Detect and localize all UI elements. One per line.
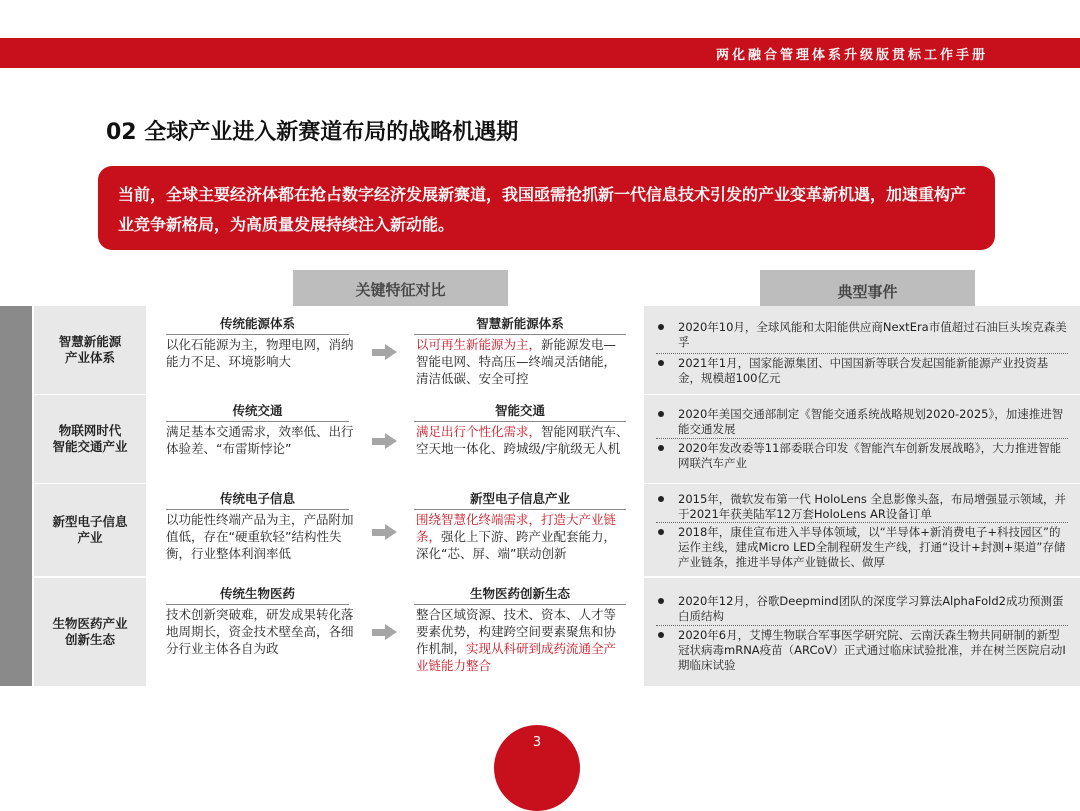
new-description: 围绕智慧化终端需求，打造大产业链条，强化上下游、跨产业配套能力，深化“芯、屏、端”联动创新 — [416, 512, 617, 561]
bullet-icon — [658, 445, 664, 451]
table-row — [32, 484, 1080, 576]
header-bar — [0, 38, 1080, 68]
row-category: 物联网时代 智能交通产业 — [34, 395, 146, 483]
events-tab: 典型事件 — [760, 270, 975, 306]
bullet-icon — [658, 324, 664, 330]
bullet-icon — [658, 632, 664, 638]
arrow-right-icon — [372, 433, 398, 449]
table-row — [32, 395, 1080, 483]
traditional-heading: 传统电子信息 — [166, 489, 349, 510]
bullet-icon — [658, 598, 664, 604]
events-cell — [644, 484, 1080, 576]
event-item: 2020年发改委等11部委联合印发《智能汽车创新发展战略》，大力推进智能网联汽车产业 — [656, 441, 1068, 471]
comparison-cell — [146, 484, 643, 576]
event-item: 2018年，康佳宣布进入半导体领域，以“半导体+新消费电子+科技园区”的运作主线，建成Micro LED全制程研发生产线，打通“设计+封测+渠道”存储产业链条，推进半导体产业链做长、做厚 — [656, 525, 1068, 570]
arrow-right-icon — [372, 344, 398, 360]
events-cell — [644, 306, 1080, 394]
event-item: 2020年12月，谷歌Deepmind团队的深度学习算法AlphaFold2成功预测蛋白质结构 — [656, 594, 1068, 624]
comparison-cell — [146, 306, 643, 394]
events-cell — [644, 578, 1080, 686]
new-description: 整合区域资源、技术、资本、人才等要素优势，构建跨空间要素聚焦和协作机制，实现从科研到成药流通全产业链能力整合 — [416, 607, 617, 673]
divider — [656, 353, 1068, 354]
divider — [656, 438, 1068, 439]
bullet-icon — [658, 360, 664, 366]
page-number-badge — [494, 725, 580, 811]
row-category: 生物医药产业 创新生态 — [34, 578, 146, 686]
event-item: 2020年美国交通部制定《智能交通系统战略规划2020-2025》，加速推进智能交通发展 — [656, 407, 1068, 437]
traditional-description: 满足基本交通需求，效率低、出行体验差、“布雷斯悖论” — [166, 424, 354, 456]
arrow-right-icon — [372, 624, 398, 640]
page-number: 3 — [532, 735, 542, 750]
divider — [656, 522, 1068, 523]
row-category: 智慧新能源 产业体系 — [34, 306, 146, 394]
compare-tab: 关键特征对比 — [293, 270, 508, 306]
comparison-cell — [146, 395, 643, 483]
comparison-cell — [146, 578, 643, 686]
divider — [656, 625, 1068, 626]
new-description: 满足出行个性化需求，智能网联汽车、空天地一体化、跨城级/宇航级无人机 — [416, 424, 629, 456]
event-item: 2020年10月，全球风能和太阳能供应商NextEra市值超过石油巨头埃克森美孚 — [656, 320, 1068, 350]
new-heading: 新型电子信息产业 — [414, 489, 626, 510]
bullet-icon — [658, 496, 664, 502]
new-heading: 智慧新能源体系 — [414, 314, 626, 335]
traditional-description: 以化石能源为主，物理电网，消纳能力不足、环境影响大 — [166, 337, 354, 369]
traditional-heading: 传统生物医药 — [166, 584, 349, 605]
arrow-right-icon — [372, 524, 398, 540]
event-item: 2015年，微软发布第一代 HoloLens 全息影像头盔，布局增强显示领域，并于2021年获美陆军12万套HoloLens AR设备订单 — [656, 492, 1068, 522]
new-heading: 生物医药创新生态 — [414, 584, 626, 605]
header-title: 两化融合管理体系升级版贯标工作手册 — [715, 48, 988, 63]
new-description: 以可再生新能源为主，新能源发电—智能电网、特高压—终端灵活储能，清洁低碳、安全可控 — [416, 337, 617, 386]
traditional-description: 技术创新突破难，研发成果转化落地周期长，资金技术壁垒高，各细分行业主体各自为政 — [166, 607, 354, 656]
bullet-icon — [658, 411, 664, 417]
row-category: 新型电子信息 产业 — [34, 484, 146, 576]
section-title: 02 全球产业进入新赛道布局的战略机遇期 — [106, 120, 519, 145]
traditional-description: 以功能性终端产品为主，产品附加值低，存在“硬重软轻”结构性失衡，行业整体利润率低 — [166, 512, 354, 561]
side-strip — [0, 306, 32, 686]
traditional-heading: 传统能源体系 — [166, 314, 349, 335]
bullet-icon — [658, 529, 664, 535]
new-heading: 智能交通 — [414, 401, 626, 422]
table-row — [32, 578, 1080, 686]
table-row — [32, 306, 1080, 394]
event-item: 2021年1月，国家能源集团、中国国新等联合发起国能新能源产业投资基金，规模超100亿元 — [656, 356, 1068, 386]
traditional-heading: 传统交通 — [166, 401, 349, 422]
events-cell — [644, 395, 1080, 483]
event-item: 2020年6月，艾博生物联合军事医学研究院、云南沃森生物共同研制的新型冠状病毒mRNA疫苗（ARCoV）正式通过临床试验批准，并在树兰医院启动I期临床试验 — [656, 628, 1068, 673]
summary-banner: 当前，全球主要经济体都在抢占数字经济发展新赛道，我国亟需抢抓新一代信息技术引发的产业变革新机遇，加速重构产业竞争新格局，为高质量发展持续注入新动能。 — [98, 166, 995, 250]
